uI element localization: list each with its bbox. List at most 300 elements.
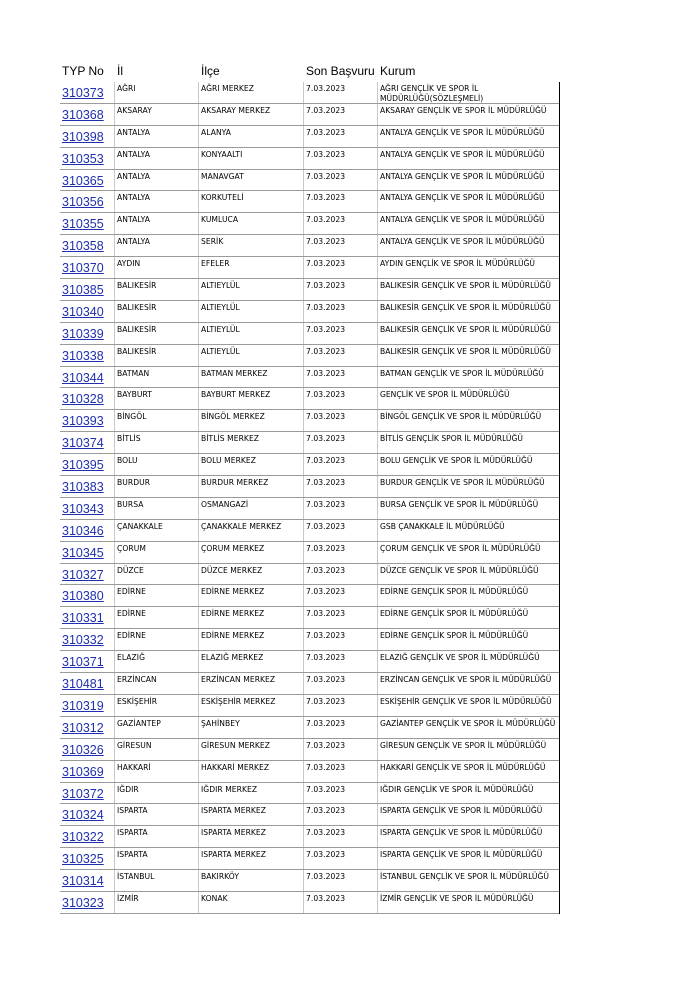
- table-row: [60, 104, 560, 126]
- ilce-text: ŞAHİNBEY: [201, 718, 240, 728]
- ilce-text: DÜZCE MERKEZ: [201, 565, 263, 575]
- cell-kurum: [378, 498, 560, 519]
- son-basvuru-text: 7.03.2023: [306, 565, 346, 575]
- cell-ilce: [199, 585, 304, 606]
- cell-typ-no: [60, 673, 115, 694]
- table-header: [60, 64, 560, 82]
- cell-il: [115, 761, 199, 782]
- cell-kurum: [378, 235, 560, 256]
- kurum-text: AYDIN GENÇLİK VE SPOR İL MÜDÜRLÜĞÜ: [380, 259, 535, 269]
- cell-typ-no: [60, 783, 115, 804]
- table-row: [60, 82, 560, 104]
- cell-son-basvuru: [304, 804, 378, 825]
- table-row: [60, 454, 560, 476]
- kurum-text: BURSA GENÇLİK VE SPOR İL MÜDÜRLÜĞÜ: [380, 499, 539, 509]
- son-basvuru-text: 7.03.2023: [306, 434, 346, 444]
- son-basvuru-text: 7.03.2023: [306, 127, 346, 137]
- cell-typ-no: [60, 454, 115, 475]
- cell-ilce: [199, 739, 304, 760]
- cell-ilce: [199, 542, 304, 563]
- cell-il: [115, 476, 199, 497]
- table-row: [60, 257, 560, 279]
- son-basvuru-text: 7.03.2023: [306, 806, 346, 816]
- il-text: BOLU: [117, 456, 138, 466]
- cell-son-basvuru: [304, 301, 378, 322]
- cell-son-basvuru: [304, 410, 378, 431]
- typ-no-link[interactable]: 310371: [62, 655, 104, 670]
- typ-no-link[interactable]: 310322: [62, 830, 104, 845]
- ilce-text: OSMANGAZİ: [201, 499, 249, 509]
- table-row: [60, 542, 560, 564]
- kurum-text: IĞDIR GENÇLİK VE SPOR İL MÜDÜRLÜĞÜ: [380, 784, 534, 794]
- cell-typ-no: [60, 104, 115, 125]
- cell-kurum: [378, 388, 560, 409]
- typ-no-link[interactable]: 310380: [62, 589, 104, 604]
- cell-ilce: [199, 673, 304, 694]
- table-row: [60, 235, 560, 257]
- table-row: [60, 279, 560, 301]
- cell-il: [115, 783, 199, 804]
- cell-typ-no: [60, 564, 115, 585]
- son-basvuru-text: 7.03.2023: [306, 850, 346, 860]
- son-basvuru-text: 7.03.2023: [306, 696, 346, 706]
- cell-il: [115, 213, 199, 234]
- cell-typ-no: [60, 170, 115, 191]
- ilce-text: ISPARTA MERKEZ: [201, 806, 267, 816]
- son-basvuru-text: 7.03.2023: [306, 237, 346, 247]
- cell-typ-no: [60, 367, 115, 388]
- son-basvuru-text: 7.03.2023: [306, 412, 346, 422]
- typ-no-link[interactable]: 310395: [62, 458, 104, 473]
- son-basvuru-text: 7.03.2023: [306, 390, 346, 400]
- son-basvuru-text: 7.03.2023: [306, 478, 346, 488]
- cell-kurum: [378, 148, 560, 169]
- cell-typ-no: [60, 892, 115, 913]
- typ-no-link[interactable]: 310323: [62, 895, 104, 910]
- cell-son-basvuru: [304, 498, 378, 519]
- table-row: [60, 761, 560, 783]
- cell-kurum: [378, 761, 560, 782]
- son-basvuru-text: 7.03.2023: [306, 84, 346, 93]
- cell-typ-no: [60, 126, 115, 147]
- typ-no-link[interactable]: 310324: [62, 808, 104, 823]
- cell-kurum: [378, 585, 560, 606]
- il-text: GİRESUN: [117, 740, 152, 750]
- cell-son-basvuru: [304, 323, 378, 344]
- table-row: [60, 870, 560, 892]
- cell-ilce: [199, 126, 304, 147]
- cell-il: [115, 673, 199, 694]
- cell-il: [115, 542, 199, 563]
- cell-il: [115, 585, 199, 606]
- ilce-text: ISPARTA MERKEZ: [201, 828, 267, 838]
- typ-no-link[interactable]: 310343: [62, 501, 104, 516]
- kurum-text: ISPARTA GENÇLİK VE SPOR İL MÜDÜRLÜĞÜ: [380, 806, 543, 816]
- cell-ilce: [199, 82, 304, 103]
- il-text: ÇANAKKALE: [117, 521, 163, 531]
- son-basvuru-text: 7.03.2023: [306, 193, 346, 203]
- ilce-text: KONYAALTI: [201, 149, 243, 159]
- table-row: [60, 520, 560, 542]
- kurum-text: EDİRNE GENÇLİK SPOR İL MÜDÜRLÜĞÜ: [380, 587, 529, 597]
- cell-il: [115, 498, 199, 519]
- cell-son-basvuru: [304, 476, 378, 497]
- typ-no-link[interactable]: 310312: [62, 720, 104, 735]
- cell-son-basvuru: [304, 870, 378, 891]
- cell-ilce: [199, 367, 304, 388]
- il-text: ANTALYA: [117, 237, 150, 247]
- son-basvuru-text: 7.03.2023: [306, 149, 346, 159]
- son-basvuru-text: 7.03.2023: [306, 609, 346, 619]
- cell-kurum: [378, 82, 560, 103]
- cell-son-basvuru: [304, 520, 378, 541]
- kurum-text: EDİRNE GENÇLİK SPOR İL MÜDÜRLÜĞÜ: [380, 631, 529, 641]
- ilce-text: ESKİŞEHİR MERKEZ: [201, 696, 276, 706]
- ilce-text: HAKKARİ MERKEZ: [201, 762, 270, 772]
- cell-typ-no: [60, 870, 115, 891]
- cell-kurum: [378, 542, 560, 563]
- cell-typ-no: [60, 235, 115, 256]
- cell-son-basvuru: [304, 695, 378, 716]
- kurum-text: ANTALYA GENÇLİK VE SPOR İL MÜDÜRLÜĞÜ: [380, 171, 545, 181]
- cell-ilce: [199, 629, 304, 650]
- kurum-text: İSTANBUL GENÇLİK VE SPOR İL MÜDÜRLÜĞÜ: [380, 872, 549, 882]
- ilce-text: ISPARTA MERKEZ: [201, 850, 267, 860]
- cell-ilce: [199, 651, 304, 672]
- table-row: [60, 739, 560, 761]
- ilce-text: SERİK: [201, 237, 224, 247]
- typ-no-link[interactable]: 310368: [62, 107, 104, 122]
- cell-kurum: [378, 410, 560, 431]
- il-text: EDİRNE: [117, 587, 146, 597]
- typ-no-link[interactable]: 310369: [62, 764, 104, 779]
- ilce-text: ERZİNCAN MERKEZ: [201, 675, 276, 685]
- il-text: BİTLİS: [117, 434, 141, 444]
- typ-no-link[interactable]: 310398: [62, 129, 104, 144]
- cell-kurum: [378, 739, 560, 760]
- typ-no-link[interactable]: 310325: [62, 852, 104, 867]
- il-text: ANTALYA: [117, 171, 150, 181]
- il-text: HAKKARİ: [117, 762, 151, 772]
- son-basvuru-text: 7.03.2023: [306, 543, 346, 553]
- cell-il: [115, 695, 199, 716]
- typ-no-link[interactable]: 310385: [62, 283, 104, 298]
- kurum-text: İZMİR GENÇLİK VE SPOR İL MÜDÜRLÜĞÜ: [380, 893, 534, 903]
- il-text: BALIKESİR: [117, 281, 157, 291]
- cell-typ-no: [60, 761, 115, 782]
- typ-no-link[interactable]: 310340: [62, 304, 104, 319]
- typ-no-link[interactable]: 310356: [62, 195, 104, 210]
- il-text: EDİRNE: [117, 609, 146, 619]
- typ-no-link[interactable]: 310319: [62, 698, 104, 713]
- son-basvuru-text: 7.03.2023: [306, 215, 346, 225]
- typ-no-link[interactable]: 310374: [62, 436, 104, 451]
- cell-son-basvuru: [304, 82, 378, 103]
- son-basvuru-text: 7.03.2023: [306, 740, 346, 750]
- cell-il: [115, 191, 199, 212]
- cell-son-basvuru: [304, 257, 378, 278]
- il-text: GAZİANTEP: [117, 718, 161, 728]
- son-basvuru-text: 7.03.2023: [306, 893, 346, 903]
- cell-typ-no: [60, 82, 115, 103]
- ilce-text: ALTIEYLÜL: [201, 302, 240, 312]
- cell-ilce: [199, 498, 304, 519]
- il-text: BATMAN: [117, 368, 150, 378]
- cell-ilce: [199, 388, 304, 409]
- son-basvuru-text: 7.03.2023: [306, 784, 346, 794]
- cell-kurum: [378, 717, 560, 738]
- kurum-text: BİNGÖL GENÇLİK VE SPOR İL MÜDÜRLÜĞÜ: [380, 412, 542, 422]
- table-row: [60, 564, 560, 586]
- son-basvuru-text: 7.03.2023: [306, 456, 346, 466]
- cell-son-basvuru: [304, 542, 378, 563]
- ilce-text: MANAVGAT: [201, 171, 244, 181]
- cell-kurum: [378, 367, 560, 388]
- cell-ilce: [199, 564, 304, 585]
- son-basvuru-text: 7.03.2023: [306, 281, 346, 291]
- cell-il: [115, 279, 199, 300]
- table-row: [60, 673, 560, 695]
- il-text: ISPARTA: [117, 850, 148, 860]
- cell-ilce: [199, 410, 304, 431]
- son-basvuru-text: 7.03.2023: [306, 105, 346, 115]
- kurum-text: BİTLİS GENÇLİK SPOR İL MÜDÜRLÜĞÜ: [380, 434, 523, 444]
- kurum-text: ANTALYA GENÇLİK VE SPOR İL MÜDÜRLÜĞÜ: [380, 149, 545, 159]
- son-basvuru-text: 7.03.2023: [306, 259, 346, 269]
- cell-ilce: [199, 695, 304, 716]
- son-basvuru-text: 7.03.2023: [306, 828, 346, 838]
- kurum-text: BALIKESİR GENÇLİK VE SPOR İL MÜDÜRLÜĞÜ: [380, 302, 551, 312]
- typ-no-link[interactable]: 310353: [62, 151, 104, 166]
- cell-typ-no: [60, 410, 115, 431]
- kurum-text: AĞRI GENÇLİK VE SPOR İL MÜDÜRLÜĞÜ(SÖZLEŞMELİ): [380, 84, 484, 103]
- table-row: [60, 323, 560, 345]
- cell-ilce: [199, 323, 304, 344]
- ilce-text: BATMAN MERKEZ: [201, 368, 268, 378]
- cell-kurum: [378, 651, 560, 672]
- il-text: BURDUR: [117, 478, 151, 488]
- kurum-text: GENÇLİK VE SPOR İL MÜDÜRLÜĞÜ: [380, 390, 510, 400]
- table-row: [60, 191, 560, 213]
- cell-il: [115, 629, 199, 650]
- typ-no-link[interactable]: 310327: [62, 567, 104, 582]
- ilce-text: BİTLİS MERKEZ: [201, 434, 260, 444]
- table-row: [60, 126, 560, 148]
- cell-ilce: [199, 783, 304, 804]
- il-text: BURSA: [117, 499, 144, 509]
- ilce-text: BİNGÖL MERKEZ: [201, 412, 265, 422]
- cell-typ-no: [60, 717, 115, 738]
- typ-no-link[interactable]: 310365: [62, 173, 104, 188]
- kurum-text: ISPARTA GENÇLİK VE SPOR İL MÜDÜRLÜĞÜ: [380, 850, 543, 860]
- cell-typ-no: [60, 695, 115, 716]
- table-row: [60, 213, 560, 235]
- ilce-text: KONAK: [201, 893, 228, 903]
- il-text: ANTALYA: [117, 193, 150, 203]
- cell-typ-no: [60, 323, 115, 344]
- kurum-text: GAZİANTEP GENÇLİK VE SPOR İL MÜDÜRLÜĞÜ: [380, 718, 556, 728]
- cell-typ-no: [60, 629, 115, 650]
- cell-son-basvuru: [304, 432, 378, 453]
- typ-no-link[interactable]: 310370: [62, 261, 104, 276]
- cell-kurum: [378, 783, 560, 804]
- son-basvuru-text: 7.03.2023: [306, 368, 346, 378]
- il-text: AKSARAY: [117, 105, 152, 115]
- cell-kurum: [378, 213, 560, 234]
- table-row: [60, 826, 560, 848]
- cell-il: [115, 170, 199, 191]
- cell-typ-no: [60, 432, 115, 453]
- table-row: [60, 804, 560, 826]
- son-basvuru-text: 7.03.2023: [306, 653, 346, 663]
- cell-typ-no: [60, 301, 115, 322]
- cell-son-basvuru: [304, 826, 378, 847]
- typ-no-link[interactable]: 310328: [62, 392, 104, 407]
- cell-il: [115, 104, 199, 125]
- ilce-text: BAYBURT MERKEZ: [201, 390, 271, 400]
- header-ilce: İlçe: [201, 64, 220, 78]
- il-text: ESKİŞEHİR: [117, 696, 158, 706]
- typ-no-link[interactable]: 310383: [62, 480, 104, 495]
- cell-son-basvuru: [304, 848, 378, 869]
- cell-typ-no: [60, 345, 115, 366]
- cell-il: [115, 410, 199, 431]
- typ-no-link[interactable]: 310372: [62, 786, 104, 801]
- il-text: AĞRI: [117, 84, 136, 93]
- typ-no-link[interactable]: 310393: [62, 414, 104, 429]
- cell-il: [115, 235, 199, 256]
- il-text: IĞDIR: [117, 784, 139, 794]
- header-il: İl: [117, 64, 123, 78]
- il-text: İZMİR: [117, 893, 139, 903]
- typ-no-link[interactable]: 310344: [62, 370, 104, 385]
- cell-ilce: [199, 213, 304, 234]
- cell-il: [115, 388, 199, 409]
- typ-no-link[interactable]: 310331: [62, 611, 104, 626]
- cell-kurum: [378, 673, 560, 694]
- kurum-text: BALIKESİR GENÇLİK VE SPOR İL MÜDÜRLÜĞÜ: [380, 346, 551, 356]
- cell-ilce: [199, 520, 304, 541]
- table-row: [60, 651, 560, 673]
- ilce-text: GİRESUN MERKEZ: [201, 740, 270, 750]
- kurum-text: BALIKESİR GENÇLİK VE SPOR İL MÜDÜRLÜĞÜ: [380, 281, 551, 291]
- cell-kurum: [378, 892, 560, 913]
- typ-no-link[interactable]: 310332: [62, 633, 104, 648]
- cell-kurum: [378, 804, 560, 825]
- typ-no-link[interactable]: 310339: [62, 326, 104, 341]
- ilce-text: ALTIEYLÜL: [201, 324, 240, 334]
- table-row: [60, 170, 560, 192]
- cell-typ-no: [60, 498, 115, 519]
- cell-son-basvuru: [304, 629, 378, 650]
- il-text: BALIKESİR: [117, 346, 157, 356]
- kurum-text: BURDUR GENÇLİK VE SPOR İL MÜDÜRLÜĞÜ: [380, 478, 545, 488]
- header-typ-no: TYP No: [62, 64, 104, 78]
- cell-kurum: [378, 848, 560, 869]
- ilce-text: ELAZIĞ MERKEZ: [201, 653, 264, 663]
- cell-typ-no: [60, 607, 115, 628]
- table-row: [60, 695, 560, 717]
- ilce-text: IĞDIR MERKEZ: [201, 784, 258, 794]
- ilce-text: ALTIEYLÜL: [201, 346, 240, 356]
- typ-no-link[interactable]: 310346: [62, 523, 104, 538]
- kurum-text: GSB ÇANAKKALE İL MÜDÜRLÜĞÜ: [380, 521, 505, 531]
- typ-no-link[interactable]: 310373: [62, 86, 104, 100]
- cell-typ-no: [60, 848, 115, 869]
- cell-ilce: [199, 848, 304, 869]
- cell-son-basvuru: [304, 191, 378, 212]
- cell-il: [115, 301, 199, 322]
- son-basvuru-text: 7.03.2023: [306, 324, 346, 334]
- cell-typ-no: [60, 257, 115, 278]
- il-text: BAYBURT: [117, 390, 152, 400]
- il-text: ANTALYA: [117, 215, 150, 225]
- cell-kurum: [378, 454, 560, 475]
- cell-ilce: [199, 170, 304, 191]
- il-text: BALIKESİR: [117, 302, 157, 312]
- il-text: BİNGÖL: [117, 412, 147, 422]
- table-row: [60, 585, 560, 607]
- cell-son-basvuru: [304, 104, 378, 125]
- cell-typ-no: [60, 476, 115, 497]
- typ-no-link[interactable]: 310338: [62, 348, 104, 363]
- cell-il: [115, 892, 199, 913]
- typ-no-link[interactable]: 310355: [62, 217, 104, 232]
- il-text: ERZİNCAN: [117, 675, 157, 685]
- kurum-text: ANTALYA GENÇLİK VE SPOR İL MÜDÜRLÜĞÜ: [380, 215, 545, 225]
- typ-no-link[interactable]: 310326: [62, 742, 104, 757]
- table-row: [60, 848, 560, 870]
- il-text: EDİRNE: [117, 631, 146, 641]
- table-row: [60, 432, 560, 454]
- cell-kurum: [378, 257, 560, 278]
- cell-kurum: [378, 826, 560, 847]
- cell-son-basvuru: [304, 585, 378, 606]
- typ-no-link[interactable]: 310345: [62, 545, 104, 560]
- cell-son-basvuru: [304, 367, 378, 388]
- cell-son-basvuru: [304, 235, 378, 256]
- cell-typ-no: [60, 388, 115, 409]
- kurum-text: ANTALYA GENÇLİK VE SPOR İL MÜDÜRLÜĞÜ: [380, 237, 545, 247]
- ilce-text: EFELER: [201, 259, 230, 269]
- il-text: DÜZCE: [117, 565, 144, 575]
- ilce-text: EDİRNE MERKEZ: [201, 587, 265, 597]
- ilce-text: ÇANAKKALE MERKEZ: [201, 521, 282, 531]
- header-kurum: Kurum: [380, 64, 416, 78]
- son-basvuru-text: 7.03.2023: [306, 521, 346, 531]
- kurum-text: BALIKESİR GENÇLİK VE SPOR İL MÜDÜRLÜĞÜ: [380, 324, 551, 334]
- cell-son-basvuru: [304, 892, 378, 913]
- cell-il: [115, 454, 199, 475]
- cell-il: [115, 848, 199, 869]
- cell-typ-no: [60, 651, 115, 672]
- cell-typ-no: [60, 542, 115, 563]
- header-son-basvuru: Son Başvuru: [306, 64, 375, 78]
- cell-ilce: [199, 257, 304, 278]
- cell-ilce: [199, 826, 304, 847]
- kurum-text: ELAZIĞ GENÇLİK VE SPOR İL MÜDÜRLÜĞÜ: [380, 653, 540, 663]
- kurum-text: ANTALYA GENÇLİK VE SPOR İL MÜDÜRLÜĞÜ: [380, 193, 545, 203]
- cell-ilce: [199, 892, 304, 913]
- typ-no-link[interactable]: 310314: [62, 874, 104, 889]
- il-text: BALIKESİR: [117, 324, 157, 334]
- typ-no-link[interactable]: 310358: [62, 239, 104, 254]
- cell-ilce: [199, 476, 304, 497]
- typ-no-link[interactable]: 310481: [62, 677, 104, 692]
- cell-typ-no: [60, 148, 115, 169]
- cell-il: [115, 323, 199, 344]
- ilce-text: AĞRI MERKEZ: [201, 84, 255, 93]
